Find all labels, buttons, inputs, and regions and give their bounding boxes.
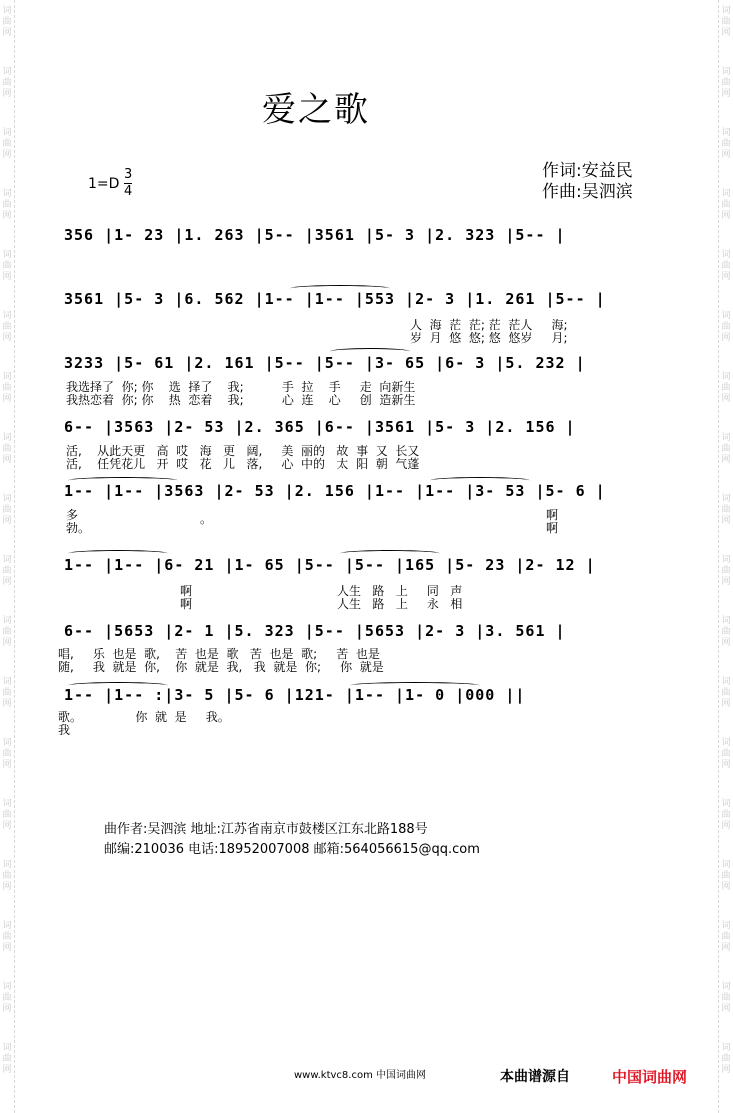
watermark-glyph-block: 词 曲 网 (721, 799, 731, 831)
time-signature-bottom: 4 (124, 184, 133, 199)
tie (68, 682, 168, 689)
watermark-glyph-block: 词 曲 网 (721, 6, 731, 38)
watermark-glyph-block: 词 曲 网 (721, 921, 731, 953)
watermark-glyph-block: 词 曲 网 (2, 372, 12, 404)
lyric-ah-2: 啊 (546, 521, 559, 535)
lyric-line-7-verse-2: 随, 我 就是 你, 你 就是 我, 我 就是 你; 你 就是 (58, 660, 384, 674)
watermark-glyph-block: 词 曲 网 (2, 6, 12, 38)
notation-line-2: 3561 |5- 3 |6. 562 |1-- |1-- |553 |2- 3 |1. 261 |5-- | (64, 290, 606, 308)
watermark-glyph-block: 词 曲 网 (721, 433, 731, 465)
song-title: 爱之歌 (262, 90, 370, 130)
footer-contact-line-2: 邮编:210036 电话:18952007008 邮箱:564056615@qq.com (104, 842, 480, 857)
tie (290, 285, 390, 292)
composer-credit: 作曲:吴泗滨 (542, 182, 633, 202)
watermark-glyph-block: 词 曲 网 (721, 555, 731, 587)
lyric-line-8-verse-1: 歌。 你 就 是 我。 (58, 710, 230, 724)
source-site-logo[interactable]: 中国词曲网 (612, 1068, 688, 1086)
watermark-glyph-block: 词 曲 网 (721, 372, 731, 404)
watermark-glyph-block: 词 曲 网 (2, 250, 12, 282)
lyric-line-6-verse-2: 啊 人生 路 上 永 相 (180, 597, 463, 611)
watermark-glyph-block: 词 曲 网 (2, 616, 12, 648)
watermark-glyph-block: 词 曲 网 (2, 555, 12, 587)
watermark-glyph-block: 词 曲 网 (721, 311, 731, 343)
watermark-glyph-block: 词 曲 网 (2, 677, 12, 709)
watermark-glyph-block: 词 曲 网 (2, 311, 12, 343)
footer-contact-line-1: 曲作者:吴泗滨 地址:江苏省南京市鼓楼区江东北路188号 (104, 822, 428, 837)
watermark-glyph-block: 词 曲 网 (2, 860, 12, 892)
source-label: 本曲谱源自 (500, 1069, 570, 1085)
right-watermark-strip (718, 0, 733, 1113)
watermark-glyph-block: 词 曲 网 (721, 860, 731, 892)
time-signature (124, 168, 132, 199)
tie (68, 477, 178, 484)
watermark-glyph-block: 词 曲 网 (721, 1043, 731, 1075)
notation-line-8: 1-- |1-- :|3- 5 |5- 6 |121- |1-- |1- 0 |000 || (64, 686, 526, 704)
notation-line-4: 6-- |3563 |2- 53 |2. 365 |6-- |3561 |5- 3 |2. 156 | (64, 418, 576, 436)
lyric-line-2-verse-2: 岁 月 悠 悠; 悠 悠岁 月; (410, 331, 568, 345)
watermark-glyph-block: 词 曲 网 (721, 494, 731, 526)
watermark-glyph-block: 词 曲 网 (2, 799, 12, 831)
key-signature: 1=D (88, 176, 120, 192)
lyric-line-3-verse-1: 我选择了 你; 你 选 择了 我; 手 拉 手 走 向新生 (66, 380, 416, 394)
source-url[interactable]: www.ktvc8.com 中国词曲网 (294, 1070, 427, 1081)
watermark-glyph-block: 词 曲 网 (2, 189, 12, 221)
lyric-line-4-verse-2: 活, 任凭花儿 开 哎 花 儿 落, 心 中的 太 阳 朝 气蓬 (66, 457, 420, 471)
tie (330, 348, 410, 355)
notation-line-1: 356 |1- 23 |1. 263 |5-- |3561 |5- 3 |2. 323 |5-- | (64, 226, 566, 244)
watermark-glyph-block: 词 曲 网 (2, 433, 12, 465)
lyric-line-4-verse-1: 活, 从此天更 高 哎 海 更 阔, 美 丽的 故 事 又 长又 (66, 444, 420, 458)
watermark-glyph-block: 词 曲 网 (721, 67, 731, 99)
lyric-line-5-verse-1: 多 (66, 508, 79, 522)
notation-line-5: 1-- |1-- |3563 |2- 53 |2. 156 |1-- |1-- |3- 53 |5- 6 | (64, 482, 606, 500)
watermark-glyph-block: 词 曲 网 (721, 189, 731, 221)
lyric-line-7-verse-1: 唱, 乐 也是 歌, 苦 也是 歌 苦 也是 歌; 苦 也是 (58, 647, 380, 661)
time-signature-top: 3 (124, 167, 133, 182)
left-watermark-strip (0, 0, 15, 1113)
notation-line-7: 6-- |5653 |2- 1 |5. 323 |5-- |5653 |2- 3 |3. 561 | (64, 622, 566, 640)
lyric-ah-1: 啊 (546, 508, 559, 522)
tie (68, 550, 168, 557)
watermark-glyph-block: 词 曲 网 (2, 921, 12, 953)
watermark-glyph-block: 词 曲 网 (721, 738, 731, 770)
notation-line-3: 3233 |5- 61 |2. 161 |5-- |5-- |3- 65 |6- 3 |5. 232 | (64, 354, 586, 372)
watermark-glyph-block: 词 曲 网 (2, 128, 12, 160)
watermark-glyph-block: 词 曲 网 (2, 982, 12, 1014)
lyric-line-3-verse-2: 我热恋着 你; 你 热 恋着 我; 心 连 心 创 造新生 (66, 393, 416, 407)
watermark-glyph-block: 词 曲 网 (721, 982, 731, 1014)
lyric-line-8-verse-2: 我 (58, 723, 71, 737)
lyric-line-2-verse-1: 人 海 茫 茫; 茫 茫人 海; (410, 318, 568, 332)
watermark-glyph-block: 词 曲 网 (2, 494, 12, 526)
watermark-glyph-block: 词 曲 网 (721, 677, 731, 709)
lyric-line-5-verse-2: 勃。 (66, 521, 91, 535)
lyric-line-6-verse-1: 啊 人生 路 上 同 声 (180, 584, 463, 598)
watermark-glyph-block: 词 曲 网 (2, 1043, 12, 1075)
watermark-glyph-block: 词 曲 网 (721, 616, 731, 648)
tie (430, 477, 530, 484)
notation-line-6: 1-- |1-- |6- 21 |1- 65 |5-- |5-- |165 |5- 23 |2- 12 | (64, 556, 596, 574)
tie (350, 682, 480, 689)
lyric-dot: 。 (200, 512, 213, 526)
watermark-glyph-block: 词 曲 网 (721, 250, 731, 282)
lyricist-credit: 作词:安益民 (542, 161, 633, 181)
watermark-glyph-block: 词 曲 网 (721, 128, 731, 160)
tie (340, 550, 440, 557)
watermark-glyph-block: 词 曲 网 (2, 738, 12, 770)
watermark-glyph-block: 词 曲 网 (2, 67, 12, 99)
